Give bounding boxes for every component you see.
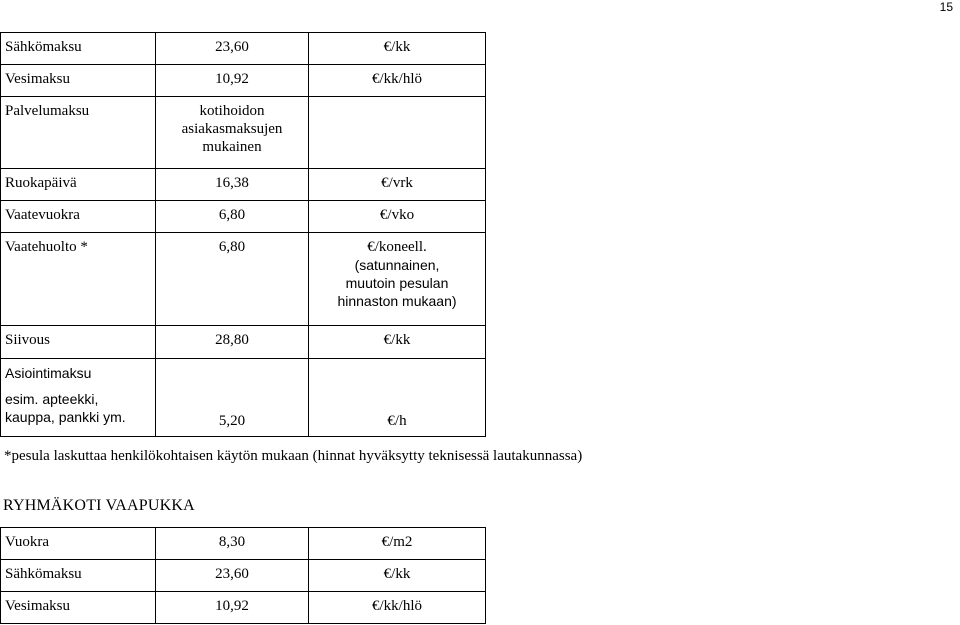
footnote: *pesula laskuttaa henkilökohtaisen käytön mukaan (hinnat hyväksytty teknisessä lautakunnassa) — [4, 448, 583, 464]
table-row — [1, 560, 486, 592]
unit-line: €/koneell. — [367, 239, 427, 255]
row-unit: €/vrk — [309, 169, 486, 201]
row-unit: €/kk/hlö — [309, 592, 486, 624]
label-line: esim. apteekki, — [5, 391, 99, 407]
row-label: Ruokapäivä — [1, 169, 156, 201]
row-unit — [309, 97, 486, 169]
row-value: 8,30 — [156, 528, 309, 560]
row-value: 6,80 — [156, 201, 309, 233]
row-label: Sähkömaksu — [1, 33, 156, 65]
row-unit: €/kk — [309, 326, 486, 359]
fee-table-2 — [0, 527, 486, 624]
row-value: 16,38 — [156, 169, 309, 201]
fee-table-1 — [0, 32, 486, 437]
row-unit: €/h — [309, 359, 486, 437]
row-value: 10,92 — [156, 65, 309, 97]
row-unit: €/vko — [309, 201, 486, 233]
row-value: 28,80 — [156, 326, 309, 359]
unit-line: muutoin pesulan — [345, 275, 449, 291]
row-label: Vuokra — [1, 528, 156, 560]
value-line: kotihoidon — [199, 103, 265, 119]
row-value: 23,60 — [156, 560, 309, 592]
row-unit: €/kk — [309, 33, 486, 65]
table-row — [1, 201, 486, 233]
row-label: Vaatevuokra — [1, 201, 156, 233]
row-value: 6,80 — [156, 233, 309, 326]
value-line: mukainen — [202, 139, 262, 155]
unit-line: (satunnainen, — [354, 257, 440, 273]
table-row — [1, 528, 486, 560]
section-heading: RYHMÄKOTI VAAPUKKA — [3, 497, 195, 514]
table-row — [1, 169, 486, 201]
unit-line: hinnaston mukaan) — [337, 293, 457, 309]
row-label: Vesimaksu — [1, 592, 156, 624]
row-unit: €/kk — [309, 560, 486, 592]
row-value: 10,92 — [156, 592, 309, 624]
row-value: 23,60 — [156, 33, 309, 65]
table-row — [1, 233, 486, 326]
row-label: Vaatehuolto * — [1, 233, 156, 326]
row-unit: €/kk/hlö — [309, 65, 486, 97]
row-unit — [309, 233, 486, 326]
table-row — [1, 97, 486, 169]
row-label: Palvelumaksu — [1, 97, 156, 169]
table-row — [1, 359, 486, 437]
row-value — [156, 97, 309, 169]
row-label: Siivous — [1, 326, 156, 359]
row-value: 5,20 — [156, 359, 309, 437]
table-row — [1, 33, 486, 65]
label-line: Asiointimaksu — [5, 365, 92, 381]
label-line: kauppa, pankki ym. — [5, 409, 126, 425]
row-label — [1, 359, 156, 437]
row-label: Vesimaksu — [1, 65, 156, 97]
table-row — [1, 592, 486, 624]
page-number: 15 — [939, 0, 953, 14]
table-row — [1, 65, 486, 97]
row-unit: €/m2 — [309, 528, 486, 560]
value-line: asiakasmaksujen — [181, 121, 283, 137]
row-label: Sähkömaksu — [1, 560, 156, 592]
table-row — [1, 326, 486, 359]
